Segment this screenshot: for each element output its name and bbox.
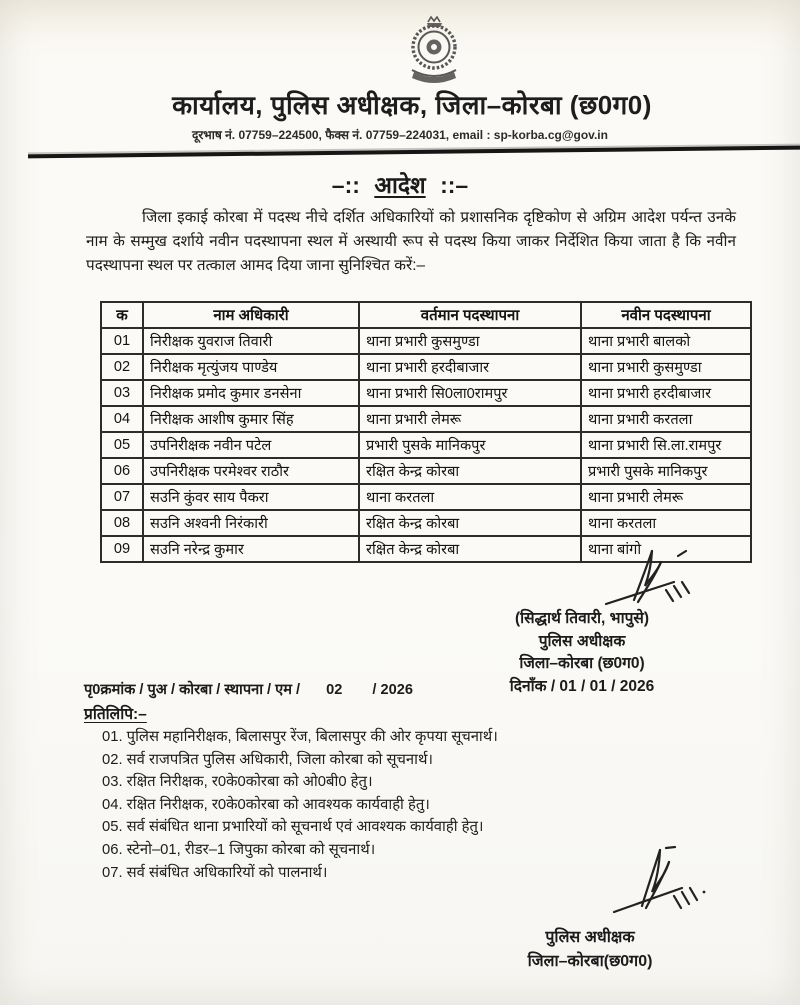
- reference-number: 02: [326, 682, 343, 698]
- reference-year: / 2026: [372, 682, 413, 698]
- reference-prefix: पृ0क्रमांक / पुअ / कोरबा / स्थापना / एम /: [84, 682, 301, 698]
- officer-district: जिला–कोरबा (छ0ग0): [519, 655, 645, 672]
- table-row: 08 सउनि अश्वनी निरंकारी रक्षित केन्द्र कोरबा थाना करतला: [101, 510, 751, 536]
- signing-officer-block: [442, 608, 722, 698]
- handwritten-signature-icon: [602, 846, 732, 927]
- office-contact-line: दूरभाष नं. 07759–224500, फैक्स नं. 07759–224031, email : sp-korba.cg@gov.in: [192, 128, 608, 142]
- copy-section-heading: प्रतिलिपि:–: [84, 706, 147, 723]
- handwritten-signature-icon: [592, 548, 722, 615]
- copy-list-item: 06. स्टेनो–01, रीडर–1 जिपुका कोरबा को सूचनार्थ।: [102, 841, 376, 858]
- copy-list-item: 04. रक्षित निरीक्षक, र0के0कोरबा को आवश्यक कार्यवाही हेतु।: [102, 796, 430, 813]
- table-header-row: [101, 302, 751, 328]
- table-row: 07 सउनि कुंवर साय पैकरा थाना करतला थाना प्रभारी लेमरू: [101, 484, 751, 510]
- table-row: 02 निरीक्षक मृत्युंजय पाण्डेय थाना प्रभारी हरदीबाजार थाना प्रभारी कुसमुण्डा: [101, 354, 751, 380]
- reference-number-line: [84, 679, 413, 699]
- copy-list-item: 07. सर्व संबंधित अधिकारियों को पालनार्थ।: [102, 864, 328, 881]
- order-title-word: आदेश: [374, 172, 426, 198]
- col-header-new-posting: नवीन पदस्थापना: [581, 302, 751, 328]
- police-crest-icon: [398, 14, 470, 90]
- table-row: 01 निरीक्षक युवराज तिवारी थाना प्रभारी कुसमुण्डा थाना प्रभारी बालको: [101, 328, 751, 354]
- order-date: दिनाँक / 01 / 01 / 2026: [509, 677, 655, 695]
- officer-designation: पुलिस अधीक्षक: [538, 632, 626, 650]
- copy-list-item: 01. पुलिस महानिरीक्षक, बिलासपुर रेंज, बिलासपुर की ओर कृपया सूचनार्थ।: [102, 729, 498, 745]
- copy-list-item: 02. सर्व राजपत्रित पुलिस अधिकारी, जिला कोरबा को सूचनार्थ।: [102, 751, 434, 768]
- transfer-table: [100, 301, 752, 563]
- col-header-sno: क: [101, 302, 143, 328]
- table-row: 03 निरीक्षक प्रमोद कुमार डनसेना थाना प्रभारी सि0ला0रामपुर थाना प्रभारी हरदीबाजार: [101, 380, 751, 406]
- header-divider: [28, 146, 800, 159]
- col-header-current-posting: वर्तमान पदस्थापना: [359, 302, 581, 328]
- order-body-paragraph: जिला इकाई कोरबा में पदस्थ नीचे दर्शित अधिकारियों को प्रशासनिक दृष्टिकोण से अग्रिम आदेश पर्यन्त उनके नाम के सम्मुख दर्शाये नवीन पदस्थापना स्थल में अस्थायी रूप से पदस्थ किया जाकर निर्देशित किया जाता है कि नवीन पदस्थापना स्थल पर तत्काल आमद दिया जाना सुनिश्चित करें:–: [86, 209, 736, 274]
- table-row: 09 सउनि नरेन्द्र कुमार रक्षित केन्द्र कोरबा थाना बांगो: [101, 536, 751, 562]
- col-header-name: नाम अधिकारी: [143, 302, 359, 328]
- order-title: [0, 168, 800, 200]
- copy-list-item: 05. सर्व संबंधित थाना प्रभारियों को सूचनार्थ एवं आवश्यक कार्यवाही हेतु।: [102, 819, 484, 836]
- officer-name: (सिद्धार्थ तिवारी, भापुसे): [514, 610, 650, 627]
- footer-designation: पुलिस अधीक्षक: [545, 929, 635, 946]
- office-title: कार्यालय, पुलिस अधीक्षक, जिला–कोरबा (छ0ग0): [172, 90, 652, 120]
- order-title-suffix: ::–: [440, 172, 469, 198]
- table-row: 06 उपनिरीक्षक परमेश्वर राठौर रक्षित केन्द्र कोरबा प्रभारी पुसके मानिकपुर: [101, 458, 751, 484]
- footer-district: जिला–कोरबा(छ0ग0): [527, 953, 653, 970]
- order-title-prefix: –::: [331, 172, 360, 198]
- table-row: 04 निरीक्षक आशीष कुमार सिंह थाना प्रभारी लेमरू थाना प्रभारी करतला: [101, 406, 751, 432]
- copy-list-item: 03. रक्षित निरीक्षक, र0के0कोरबा को ओ0बी0 हेतु।: [102, 774, 373, 791]
- table-row: 05 उपनिरीक्षक नवीन पटेल प्रभारी पुसके मानिकपुर थाना प्रभारी सि.ला.रामपुर: [101, 432, 751, 458]
- footer-signature-block: [470, 926, 710, 974]
